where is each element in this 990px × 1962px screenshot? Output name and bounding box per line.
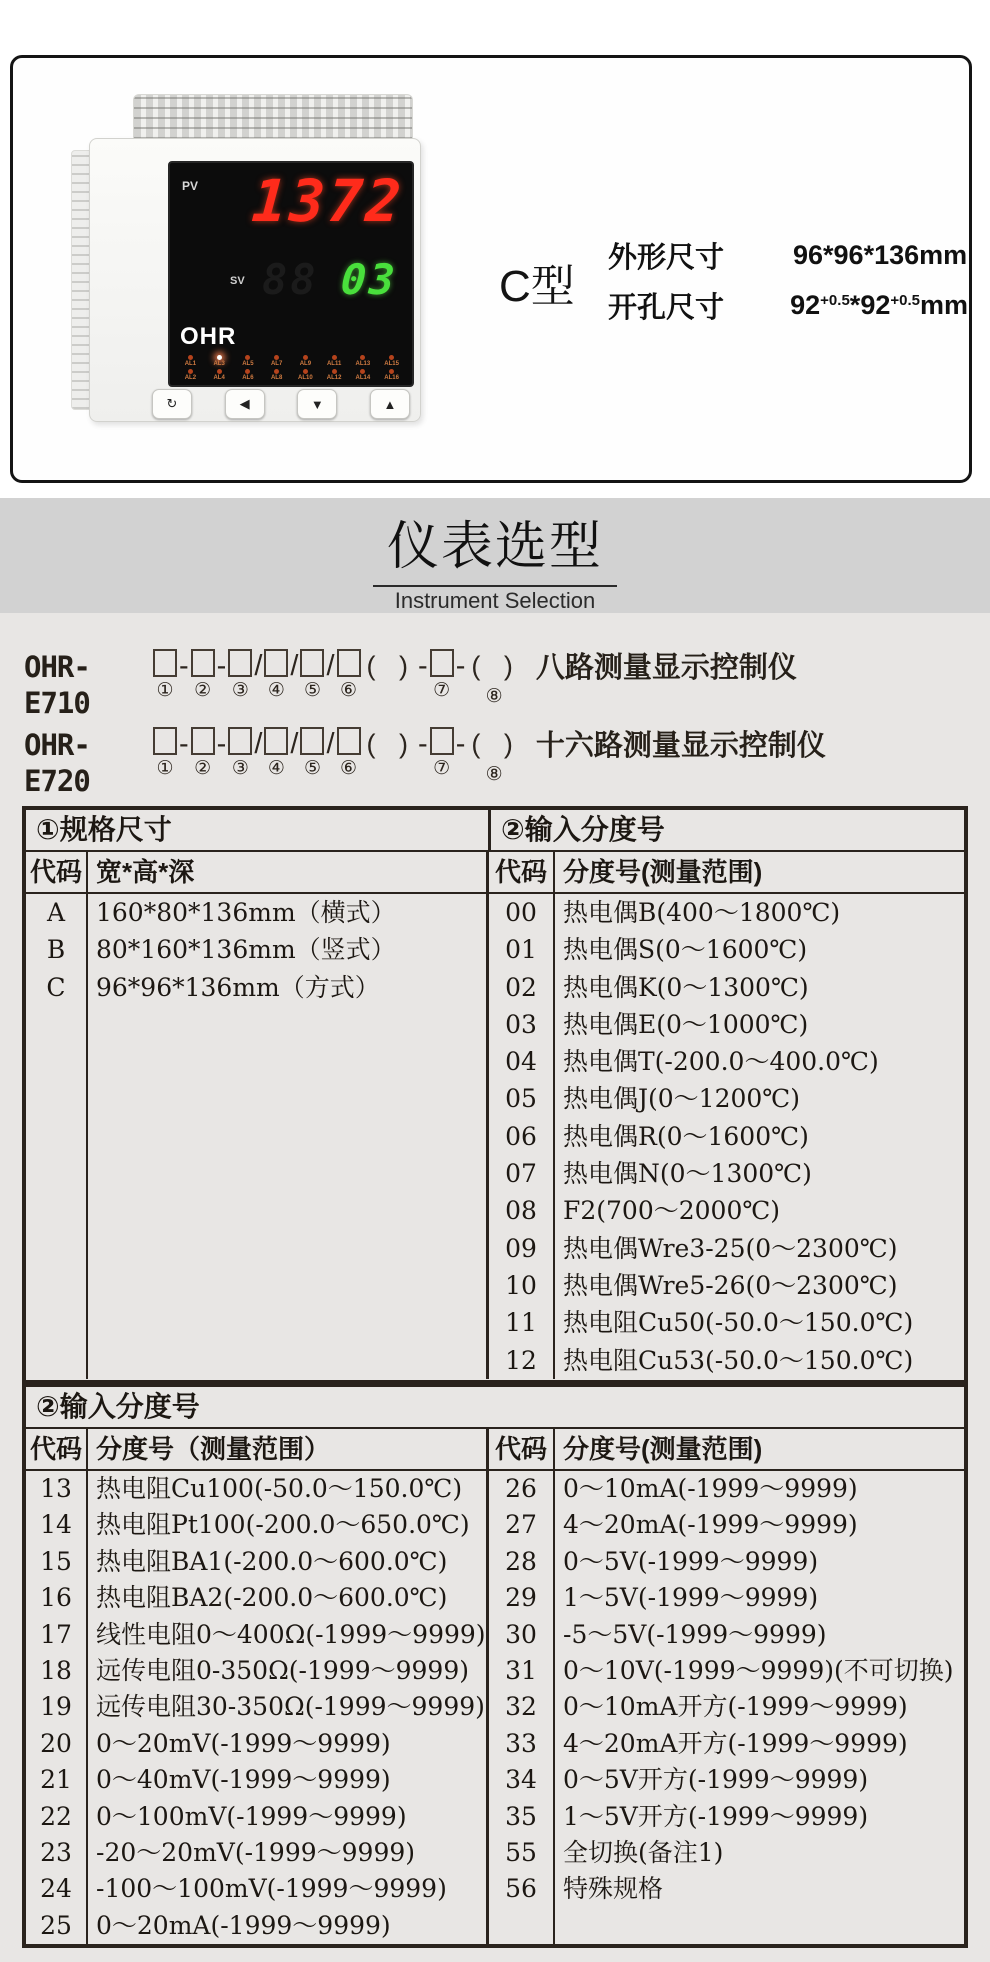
alarm-led-row [176,355,406,369]
outer-dim-value: 96*96*136mm [793,239,968,270]
position-number: ② [194,758,212,779]
alarm-led-label: AL6 [242,375,254,381]
code-token [430,727,454,781]
alarm-led-dot [303,355,308,360]
table2-code-cell: 18 [40,1655,72,1685]
code-separator: - [216,650,227,682]
code-separator: - [179,650,189,682]
left-button: ◀ [225,389,265,419]
position-number: ⑦ [433,758,451,779]
table1-value-cell: 热电偶Wre3-25(0～2300℃) [563,1233,898,1263]
code-parentheses: ( ) [366,651,417,681]
sv-ghost-segments: 88 [262,255,319,304]
table2-code-cell: 27 [505,1510,537,1540]
position-number: ③ [231,680,249,701]
alarm-led-label: AL9 [299,361,312,367]
type-label: C型 [499,262,575,311]
alarm-led-dot [389,369,394,374]
table2-value-cell: 0～10mA(-1999～9999) [563,1474,858,1503]
table2-code-cell: 15 [40,1546,72,1576]
table1-value-cell: 热电偶K(0～1300℃) [563,972,809,1002]
code-separator: / [290,728,299,760]
table1-value-cell: 160*80*136mm（横式） [96,898,396,927]
table1-left-code-header: 代码 [26,852,88,892]
alarm-led-label: AL5 [242,361,254,367]
alarm-led-dot [188,369,193,374]
instrument-photo [71,92,423,420]
table1-value-cell: 热电偶B(400～1800℃) [563,898,841,927]
code-separator: / [326,728,335,760]
table2-value-cell: 0～20mA(-1999～9999) [96,1910,391,1940]
selection-table-1 [22,806,968,1384]
code-separator: / [254,728,263,760]
code-token [264,649,288,703]
code-separator: / [326,650,335,682]
alarm-led-label: AL13 [355,361,371,367]
table1-value-cell: 热电阻Cu53(-50.0～150.0℃) [563,1345,914,1375]
table2-code-cell: 24 [40,1874,72,1904]
code-token [290,727,298,787]
table2-code-cell: 31 [505,1655,537,1685]
table1-title-row [26,810,964,852]
hole-dimension-row [608,280,968,330]
code-token [456,727,466,787]
model-code-line [24,649,968,719]
code-token [179,727,189,787]
code-separator: - [216,728,227,760]
position-number: ① [156,680,174,701]
alarm-led [205,355,234,369]
alarm-led-dot [188,355,193,360]
code-token [264,727,288,781]
code-box [153,649,177,677]
table2-code-cell: 30 [505,1619,537,1649]
code-token [300,727,324,781]
code-box [228,649,252,677]
table1-code-cell: 04 [505,1047,537,1077]
model-code-section [24,649,968,805]
position-number: ⑤ [303,758,321,779]
hole-dim-base1: 92 [790,289,821,320]
alarm-led-label: AL3 [213,361,225,367]
alarm-led-row [176,369,406,383]
model-name: OHR-E710 [24,650,90,720]
table1-code-cell: 11 [505,1308,537,1338]
position-number: ⑦ [433,680,451,701]
code-parentheses: ( ) [471,651,521,681]
table1-value-cell: 热电偶Wre5-26(0～2300℃) [563,1270,898,1300]
code-separator: - [455,728,466,760]
alarm-led-label: AL12 [326,375,342,381]
hole-dim-value [790,290,968,321]
table2-code-cell: 23 [40,1837,72,1867]
table2-code-cell: 16 [40,1583,72,1613]
table2-value-cell: -20～20mV(-1999～9999) [96,1837,416,1867]
table2-code-cell: 56 [505,1874,537,1904]
table2-code-cell: 35 [505,1801,537,1831]
table2-code-cell: 33 [505,1728,537,1758]
code-token [153,649,177,703]
table1-code-cell: 00 [505,898,537,927]
table2-title-row [26,1387,964,1429]
table1-value-cell: 96*96*136mm（方式） [96,972,380,1002]
alarm-led [205,369,234,383]
table1-value-cell: 热电偶J(0～1200℃) [563,1084,801,1114]
cycle-button: ↻ [152,389,192,419]
position-number: ⑧ [485,764,503,785]
model-name: OHR-E720 [24,728,90,798]
alarm-led [320,355,349,369]
code-box [337,649,361,677]
sv-label: SV [230,275,245,287]
code-token [191,727,215,781]
alarm-led [234,369,263,383]
section-banner [0,498,990,613]
code-token [456,649,466,709]
table1-code-cell: 01 [505,935,537,965]
table2-code-cell: 34 [505,1765,537,1795]
alarm-led-dot [217,355,222,360]
alarm-led-label: AL1 [184,361,197,367]
table1-right-title: ②输入分度号 [501,814,665,845]
hole-dim-star: * [849,289,861,320]
code-token [418,649,428,709]
pv-value: 1372 [249,167,407,235]
hole-dim-unit: mm [919,289,968,320]
code-token [300,649,324,703]
position-number: ② [194,680,212,701]
brand-logo: OHR [180,323,237,350]
table2-code-cell: 14 [40,1510,72,1540]
alarm-led-dot [360,355,365,360]
code-separator: / [290,650,299,682]
hole-dim-tolerance1: +0.5 [820,291,850,309]
code-token [217,727,227,787]
alarm-led [320,369,349,383]
table2-value-cell: -100～100mV(-1999～9999) [96,1874,447,1904]
table2-code-cell: 26 [505,1474,537,1503]
product-card [10,55,972,483]
code-token [430,649,454,703]
table2-right-code-header: 代码 [489,1429,555,1469]
code-box [153,727,177,755]
alarm-led [176,369,205,383]
table2-value-cell: 热电阻BA2(-200.0～600.0℃) [96,1583,448,1613]
table2-value-cell: 热电阻Cu100(-50.0～150.0℃) [96,1474,463,1503]
code-box [337,727,361,755]
table2-code-cell: 25 [40,1910,72,1940]
table1-value-cell: 热电偶R(0～1600℃) [563,1121,809,1151]
table1-right-value-header: 分度号(测量范围) [563,857,763,887]
table2-value-cell: 0～10mA开方(-1999～9999) [563,1692,908,1722]
table2-value-cell: 0～100mV(-1999～9999) [96,1801,407,1831]
section-subtitle: Instrument Selection [394,588,596,613]
code-box [430,727,454,755]
alarm-led [349,369,378,383]
alarm-led [377,369,406,383]
table2-code-cell: 32 [505,1692,537,1722]
alarm-led-label: AL14 [355,375,371,381]
code-token [191,649,215,703]
down-button: ▼ [297,389,337,419]
model-code-pattern [152,649,522,709]
table2-value-cell: 线性电阻0～400Ω(-1999～9999) [96,1619,486,1649]
code-token [326,727,334,787]
table1-code-cell: 07 [505,1159,537,1189]
table2-value-cell: 1～5V(-1999～9999) [563,1583,819,1613]
code-separator: / [254,650,263,682]
device-body [89,138,421,422]
table2-value-cell: 1～5V开方(-1999～9999) [563,1801,869,1831]
code-token [467,727,520,787]
code-token [418,727,428,787]
code-box [300,649,324,677]
alarm-led-label: AL15 [384,361,399,367]
alarm-led-dot [274,355,279,360]
table2-code-cell: 28 [505,1546,537,1576]
selection-table-2 [22,1383,968,1948]
alarm-led [176,355,205,369]
position-number: ④ [267,680,285,701]
position-number: ⑥ [340,758,358,779]
alarm-led-label: AL4 [213,375,225,381]
table1-value-cell: 热电偶N(0～1300℃) [563,1159,812,1189]
table2-code-cell: 22 [40,1801,72,1831]
alarm-led-dot [274,369,279,374]
table1-value-cell: 热电偶T(-200.0～400.0℃) [563,1047,879,1077]
table1-value-cell: 热电偶E(0～1000℃) [563,1009,809,1039]
alarm-led [291,355,320,369]
code-box [264,727,288,755]
table2-body [26,1471,964,1944]
alarm-led-dot [332,369,337,374]
code-box [300,727,324,755]
code-token [467,649,520,709]
alarm-led [262,369,291,383]
hole-dim-tolerance2: +0.5 [890,291,920,309]
alarm-led-label: AL11 [326,361,342,367]
table1-value-cell: F2(700～2000℃) [563,1196,781,1226]
code-token [153,727,177,781]
model-description: 八路测量显示控制仪 [535,652,797,684]
table2-title: ②输入分度号 [36,1391,200,1422]
alarm-led [349,355,378,369]
table2-value-cell: 4～20mA开方(-1999～9999) [563,1728,908,1758]
table2-value-cell: -5～5V(-1999～9999) [563,1619,827,1649]
table2-value-cell: 0～5V开方(-1999～9999) [563,1765,869,1795]
table2-value-cell: 热电阻BA1(-200.0～600.0℃) [96,1546,448,1576]
hole-dim-base2: 92 [860,289,891,320]
position-number: ⑤ [303,680,321,701]
table2-right-value-header: 分度号(测量范围) [563,1434,763,1464]
table2-code-cell: 29 [505,1583,537,1613]
table1-code-cell: C [46,972,66,1002]
code-box [430,649,454,677]
up-button: ▲ [370,389,410,419]
table1-value-cell: 热电阻Cu50(-50.0～150.0℃) [563,1308,914,1338]
table2-value-cell: 0～40mV(-1999～9999) [96,1765,391,1795]
alarm-led-label: AL2 [184,375,197,381]
table2-value-cell: 全切换(备注1) [563,1837,724,1867]
alarm-led [377,355,406,369]
code-box [191,727,215,755]
code-token [290,649,298,709]
table1-value-cell: 热电偶S(0～1600℃) [563,935,808,965]
device-vents [133,94,413,144]
section-title: 仪表选型 [373,504,617,587]
code-box [191,649,215,677]
table1-left-value-header: 宽*高*深 [88,852,489,892]
code-separator: - [418,728,428,760]
alarm-led [234,355,263,369]
code-token [337,649,361,703]
table1-code-cell: A [46,898,66,927]
code-token [326,649,334,709]
table1-code-cell: 08 [505,1196,537,1226]
alarm-led-dot [389,355,394,360]
table2-value-cell: 特殊规格 [563,1874,664,1904]
table2-header-row [26,1429,964,1471]
alarm-led-dot [245,369,250,374]
model-code-pattern [152,727,522,787]
alarm-led-dot [332,355,337,360]
table1-left-title: ①规格尺寸 [26,810,491,850]
outer-dim-label: 外形尺寸 [608,241,725,274]
outer-dimension-row [608,230,968,280]
table2-code-cell: 21 [40,1765,72,1795]
sv-value: 03 [339,255,400,304]
code-token [179,649,189,709]
table1-body [26,894,964,1379]
table2-value-cell: 0～10V(-1999～9999)(不可切换) [563,1655,954,1685]
alarm-led-grid [176,355,406,383]
code-separator: - [179,728,189,760]
alarm-led-dot [303,369,308,374]
code-parentheses: ( ) [471,729,521,759]
table2-code-cell: 55 [505,1837,537,1867]
selection-section [0,613,990,1962]
code-token [363,649,416,709]
alarm-led-dot [245,355,250,360]
code-token [337,727,361,781]
position-number: ① [156,758,174,779]
table2-left-value-header: 分度号（测量范围） [88,1429,489,1469]
table2-code-cell: 17 [40,1619,72,1649]
alarm-led-dot [217,369,222,374]
model-code-line [24,727,968,797]
table1-code-cell: 02 [505,972,537,1002]
alarm-led [262,355,291,369]
table1-header-row [26,852,964,894]
code-parentheses: ( ) [366,729,417,759]
code-token [228,649,252,703]
alarm-led-label: AL16 [384,375,399,381]
position-number: ⑧ [485,686,503,707]
position-number: ③ [231,758,249,779]
position-number: ⑥ [340,680,358,701]
table2-value-cell: 4～20mA(-1999～9999) [563,1510,858,1540]
table2-code-cell: 19 [40,1692,72,1722]
table1-value-cell: 80*160*136mm（竖式） [96,935,396,965]
table1-code-cell: 09 [505,1233,537,1263]
code-separator: - [455,650,466,682]
table1-code-cell: 10 [505,1270,537,1300]
table1-code-cell: 12 [505,1345,537,1375]
code-box [228,727,252,755]
table1-code-cell: B [46,935,66,965]
table2-value-cell: 热电阻Pt100(-200.0～650.0℃) [96,1510,470,1540]
code-token [254,727,262,787]
model-description: 十六路测量显示控制仪 [535,730,826,762]
position-number: ④ [267,758,285,779]
hole-dim-label: 开孔尺寸 [608,291,725,324]
table1-code-cell: 05 [505,1084,537,1114]
device-buttons [152,389,410,421]
device-screen [168,161,414,387]
alarm-led-dot [360,369,365,374]
table2-value-cell: 远传电阻0-350Ω(-1999～9999) [96,1655,469,1685]
code-token [363,727,416,787]
table2-value-cell: 0～5V(-1999～9999) [563,1546,819,1576]
table2-code-cell: 20 [40,1728,72,1758]
pv-label: PV [182,179,199,193]
table2-value-cell: 0～20mV(-1999～9999) [96,1728,391,1758]
table1-right-code-header: 代码 [489,852,555,892]
alarm-led-label: AL8 [270,375,283,381]
code-separator: - [418,650,428,682]
table2-left-code-header: 代码 [26,1429,88,1469]
dimensions-block [608,230,968,330]
alarm-led-label: AL10 [298,375,313,381]
alarm-led-label: AL7 [270,361,283,367]
code-token [217,649,227,709]
table1-code-cell: 03 [505,1009,537,1039]
alarm-led [291,369,320,383]
table2-code-cell: 13 [40,1474,72,1503]
code-token [254,649,262,709]
table1-code-cell: 06 [505,1121,537,1151]
table2-value-cell: 远传电阻30-350Ω(-1999～9999) [96,1692,485,1722]
code-box [264,649,288,677]
code-token [228,727,252,781]
